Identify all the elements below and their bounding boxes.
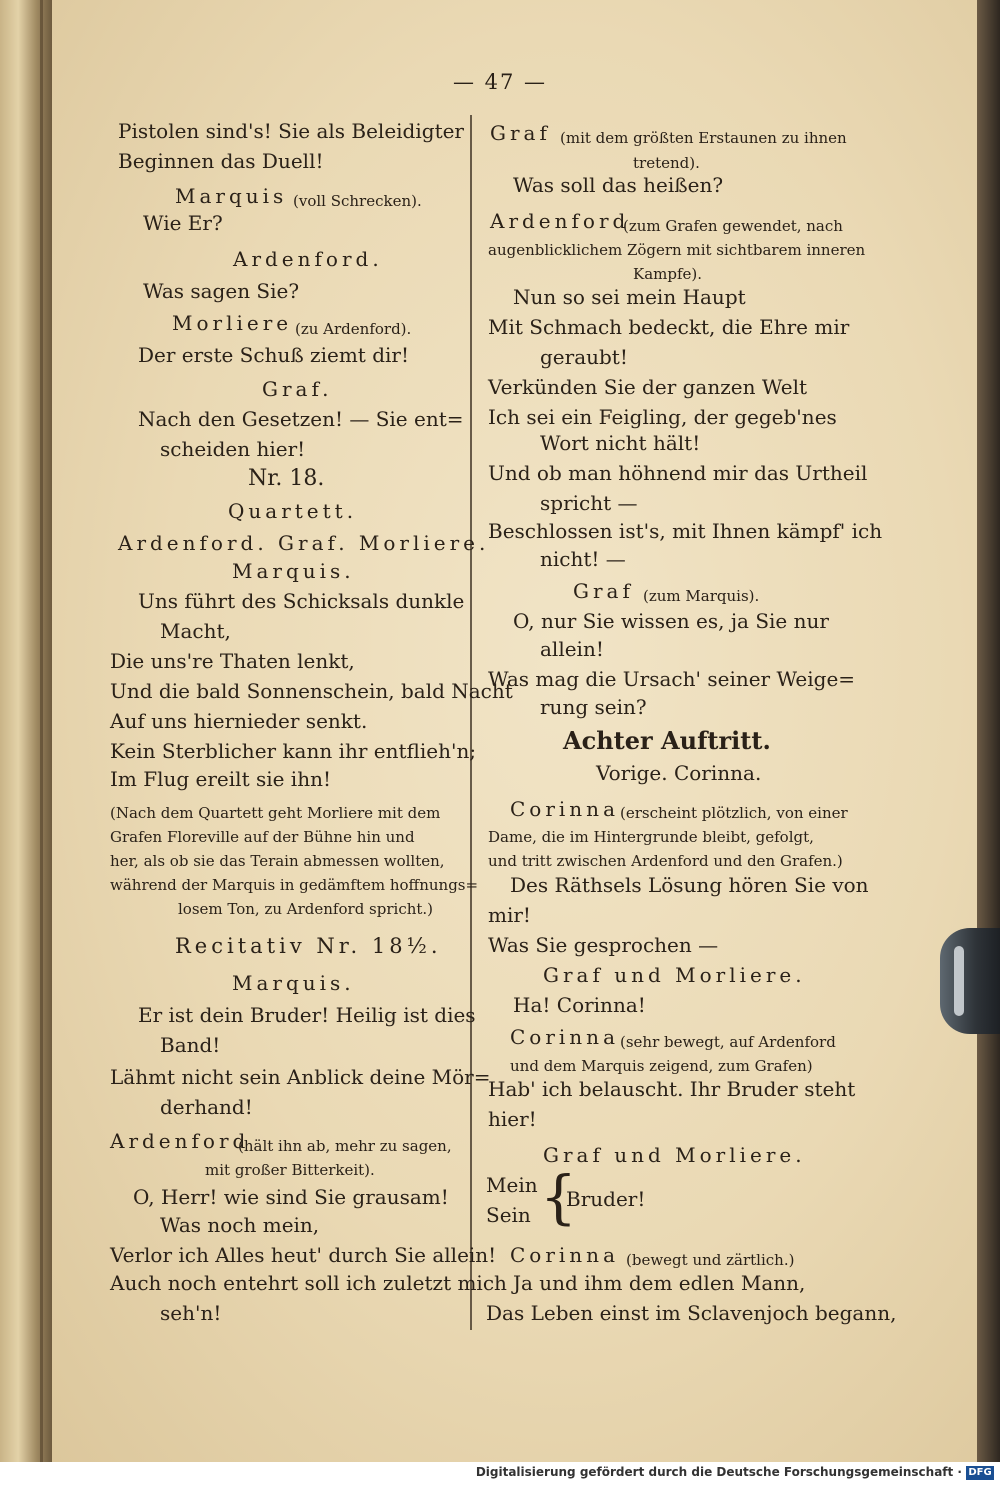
right-text-line: Hab' ich belauscht. Ihr Bruder steht	[488, 1077, 856, 1101]
column-divider	[470, 115, 472, 1330]
left-text-line: Uns führt des Schicksals dunkle	[138, 589, 465, 613]
right-text-line: Achter Auftritt.	[563, 726, 771, 755]
left-text-line: Im Flug ereilt sie ihn!	[110, 767, 332, 791]
left-text-line: her, als ob sie das Terain abmessen wollten,	[110, 852, 445, 870]
left-text-line: Die uns're Thaten lenkt,	[110, 649, 355, 673]
left-text-line: Marquis.	[232, 971, 355, 995]
left-text-line: scheiden hier!	[160, 437, 306, 461]
right-text-line: Sein	[486, 1203, 531, 1227]
left-text-line: Ardenford	[110, 1129, 250, 1153]
left-text-line: derhand!	[160, 1095, 253, 1119]
page-number: — 47 —	[452, 70, 548, 94]
left-text-line: O, Herr! wie sind Sie grausam!	[133, 1185, 449, 1209]
right-text-line: allein!	[540, 637, 604, 661]
right-text-line: Des Räthsels Lösung hören Sie von	[510, 873, 869, 897]
left-text-line: Nach den Gesetzen! — Sie ent=	[138, 407, 464, 431]
right-text-line: Verkünden Sie der ganzen Welt	[488, 375, 808, 399]
right-text-line: Und ob man höhnend mir das Urtheil	[488, 461, 868, 485]
right-text-line: Das Leben einst im Sclavenjoch begann,	[486, 1301, 897, 1325]
left-text-line: Morliere	[172, 311, 293, 335]
right-text-line: Beschlossen ist's, mit Ihnen kämpf' ich	[488, 519, 883, 543]
left-text-line: (Nach dem Quartett geht Morliere mit dem	[110, 804, 441, 822]
left-text-line: Beginnen das Duell!	[118, 149, 324, 173]
right-text-line: augenblicklichem Zögern mit sichtbarem inneren	[488, 241, 866, 259]
left-text-line: Wie Er?	[143, 211, 223, 235]
right-text-line: (bewegt und zärtlich.)	[626, 1251, 795, 1269]
right-text-line: Ardenford	[490, 209, 630, 233]
right-text-line: Graf und Morliere.	[543, 963, 806, 987]
right-text-line: (erscheint plötzlich, von einer	[620, 804, 848, 822]
left-text-line: Grafen Floreville auf der Bühne hin und	[110, 828, 415, 846]
right-text-line: (mit dem größten Erstaunen zu ihnen	[560, 129, 847, 147]
right-text-line: Graf und Morliere.	[543, 1143, 806, 1167]
left-text-line: Der erste Schuß ziemt dir!	[138, 343, 409, 367]
curly-brace: {	[540, 1163, 577, 1231]
footer-bar	[0, 1462, 1000, 1485]
right-text-line: hier!	[488, 1107, 537, 1131]
right-text-line: spricht —	[540, 491, 638, 515]
right-text-line: Ich sei ein Feigling, der gegeb'nes	[488, 405, 837, 429]
left-text-line: während der Marquis in gedämftem hoffnungs=	[110, 876, 479, 894]
left-text-line: Er ist dein Bruder! Heilig ist dies	[138, 1003, 476, 1027]
left-text-line: (zu Ardenford).	[295, 320, 412, 338]
left-text-line: Was noch mein,	[160, 1213, 320, 1237]
right-text-line: Vorige. Corinna.	[596, 761, 762, 785]
right-text-line: Was Sie gesprochen —	[488, 933, 719, 957]
right-text-line: Bruder!	[566, 1187, 646, 1211]
color-checker-tab	[940, 928, 1000, 1034]
left-text-line: Marquis.	[232, 559, 355, 583]
right-text-line: Ja und ihm dem edlen Mann,	[513, 1271, 806, 1295]
right-text-line: (sehr bewegt, auf Ardenford	[620, 1033, 836, 1051]
right-text-line: Mit Schmach bedeckt, die Ehre mir	[488, 315, 850, 339]
left-text-line: Lähmt nicht sein Anblick deine Mör=	[110, 1065, 491, 1089]
book-spine	[0, 0, 52, 1462]
left-text-line: Band!	[160, 1033, 221, 1057]
right-text-line: rung sein?	[540, 695, 647, 719]
right-text-line: Corinna	[510, 1025, 619, 1049]
footer-credit: Digitalisierung gefördert durch die Deutsche Forschungsgemeinschaft ·	[475, 1465, 962, 1479]
left-text-line: Was sagen Sie?	[143, 279, 300, 303]
right-text-line: Graf	[490, 121, 551, 145]
right-text-line: Dame, die im Hintergrunde bleibt, gefolgt,	[488, 828, 814, 846]
right-text-line: O, nur Sie wissen es, ja Sie nur	[513, 609, 829, 633]
left-text-line: Quartett.	[228, 499, 358, 523]
left-text-line: (voll Schrecken).	[293, 192, 422, 210]
left-text-line: Macht,	[160, 619, 231, 643]
left-text-line: Ardenford.	[233, 247, 383, 271]
left-text-line: Ardenford. Graf. Morliere.	[118, 531, 490, 555]
page-edge-shadow	[977, 0, 1000, 1462]
left-text-line: (hält ihn ab, mehr zu sagen,	[238, 1137, 452, 1155]
left-text-line: Auch noch entehrt soll ich zuletzt mich	[110, 1271, 507, 1295]
right-text-line: Was mag die Ursach' seiner Weige=	[488, 667, 856, 691]
right-text-line: Nun so sei mein Haupt	[513, 285, 746, 309]
right-text-line: (zum Marquis).	[643, 587, 760, 605]
dfg-logo: DFG	[966, 1466, 994, 1480]
right-text-line: geraubt!	[540, 345, 628, 369]
right-text-line: tretend).	[633, 154, 700, 172]
right-text-line: (zum Grafen gewendet, nach	[623, 217, 843, 235]
left-text-line: losem Ton, zu Ardenford spricht.)	[178, 900, 434, 918]
left-text-line: Verlor ich Alles heut' durch Sie allein!	[110, 1243, 497, 1267]
left-text-line: Auf uns hiernieder senkt.	[110, 709, 368, 733]
left-text-line: Marquis	[175, 184, 288, 208]
right-text-line: Was soll das heißen?	[513, 173, 724, 197]
left-text-line: Pistolen sind's! Sie als Beleidigter	[118, 119, 464, 143]
left-text-line: Graf.	[262, 377, 333, 401]
left-text-line: Und die bald Sonnenschein, bald Nacht	[110, 679, 513, 703]
right-text-line: Wort nicht hält!	[540, 431, 701, 455]
right-text-line: und tritt zwischen Ardenford und den Grafen.)	[488, 852, 843, 870]
right-text-line: Corinna	[510, 1243, 619, 1267]
left-text-line: mit großer Bitterkeit).	[205, 1161, 375, 1179]
left-text-line: Nr. 18.	[248, 466, 325, 491]
right-text-line: mir!	[488, 903, 531, 927]
left-text-line: Recitativ Nr. 18½.	[175, 934, 442, 958]
right-text-line: und dem Marquis zeigend, zum Grafen)	[510, 1057, 813, 1075]
right-text-line: Mein	[486, 1173, 538, 1197]
right-text-line: Graf	[573, 579, 634, 603]
right-text-line: Ha! Corinna!	[513, 993, 646, 1017]
right-text-line: nicht! —	[540, 547, 626, 571]
left-text-line: seh'n!	[160, 1301, 222, 1325]
right-text-line: Corinna	[510, 797, 619, 821]
right-text-line: Kampfe).	[633, 265, 703, 283]
left-text-line: Kein Sterblicher kann ihr entflieh'n;	[110, 739, 477, 763]
